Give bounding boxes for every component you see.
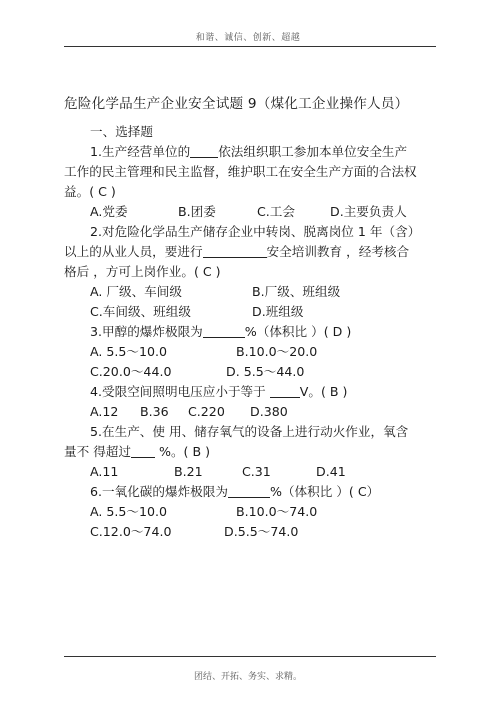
q3-option-d: D. 5.5～44.0 xyxy=(226,364,305,379)
q2-option-a: A. 厂级、车间级 xyxy=(90,284,182,299)
question-6-options-row-1 xyxy=(64,502,444,522)
q1-text-post: 依法组织职工参加本单位安全生产 xyxy=(218,144,408,159)
q4-option-d: D.380 xyxy=(250,404,288,419)
q2-text-post: 安全培训教育 ，经考核合 xyxy=(266,244,410,259)
q5-option-b: B.21 xyxy=(174,464,203,479)
q3-option-c: C.20.0～44.0 xyxy=(90,364,172,379)
q2-option-c: C.车间级、班组级 xyxy=(90,304,191,319)
q1-blank xyxy=(190,143,218,158)
question-2-line-3: 格后 ，方可上岗作业。( C ) xyxy=(64,264,221,279)
q1-option-b: B.团委 xyxy=(178,204,216,219)
q5-blank xyxy=(131,443,155,458)
q2-option-b: B.厂级、班组级 xyxy=(252,284,341,299)
section-heading: 一、选择题 xyxy=(90,124,153,139)
question-1-options xyxy=(64,202,444,222)
q2-option-d: D.班组级 xyxy=(252,304,304,319)
question-2-line-2 xyxy=(64,242,444,262)
q2-text-pre: 以上的从业人员，要进行 xyxy=(64,244,203,259)
question-5-line-2 xyxy=(64,442,444,462)
q6-option-c: C.12.0～74.0 xyxy=(90,524,172,539)
q4-option-a: A.12 xyxy=(90,404,119,419)
q1-text-pre: 1.生产经营单位的 xyxy=(90,144,191,159)
footer-rule xyxy=(64,656,436,657)
question-2-line-1: 2.对危险化学品生产储存企业中转岗、脱离岗位 1 年（含） xyxy=(90,224,421,239)
q1-option-a: A.党委 xyxy=(90,204,128,219)
q6-option-d: D.5.5～74.0 xyxy=(224,524,299,539)
q6-option-a: A. 5.5～10.0 xyxy=(90,504,168,519)
question-1-line-2: 工作的民主管理和民主监督，维护职工在安全生产方面的合法权 xyxy=(64,164,417,179)
document-title: 危险化学品生产企业安全试题 9（煤化工企业操作人员） xyxy=(64,96,409,112)
q5-option-c: C.31 xyxy=(242,464,271,479)
question-6 xyxy=(64,482,444,502)
q4-text-pre: 4.受限空间照明电压应小于等于 xyxy=(90,384,270,399)
q3-text-pre: 3.甲醇的爆炸极限为 xyxy=(90,324,203,339)
header-motto: 和谐、诚信、创新、超越 xyxy=(195,33,301,43)
q4-option-c: C.220 xyxy=(188,404,225,419)
q6-text-pre: 6.一氧化碳的爆炸极限为 xyxy=(90,484,228,499)
q4-blank xyxy=(270,383,300,398)
header-rule xyxy=(64,46,436,47)
q4-text-post: V。( B ) xyxy=(299,384,348,399)
question-3-options-row-1 xyxy=(64,342,444,362)
q3-blank xyxy=(203,323,245,338)
q6-blank xyxy=(228,483,270,498)
q5-text-post: %。( B ) xyxy=(154,444,211,459)
question-5-line-1: 5.在生产、使 用、储存氧气的设备上进行动火作业，氧含 xyxy=(90,424,409,439)
q5-text-pre: 量不 得超过 xyxy=(64,444,131,459)
question-1-line-3: 益。( C ) xyxy=(64,184,116,199)
question-2-options-row-1 xyxy=(64,282,444,302)
question-4-options xyxy=(64,402,444,422)
question-1-line-1 xyxy=(64,142,444,162)
question-5-options xyxy=(64,462,444,482)
question-4 xyxy=(64,382,444,402)
q1-option-c: C.工会 xyxy=(257,204,295,219)
q4-option-b: B.36 xyxy=(140,404,169,419)
question-3 xyxy=(64,322,444,342)
document-body xyxy=(64,92,444,542)
q3-text-post: %（体积比 ）( D ) xyxy=(244,324,352,339)
q2-blank xyxy=(203,243,267,258)
q1-option-d: D.主要负责人 xyxy=(330,204,407,219)
footer-motto: 团结、开拓、务实、求精。 xyxy=(193,672,302,682)
question-2-options-row-2 xyxy=(64,302,444,322)
q3-option-b: B.10.0～20.0 xyxy=(236,344,318,359)
q5-option-d: D.41 xyxy=(316,464,346,479)
q6-option-b: B.10.0～74.0 xyxy=(236,504,318,519)
question-6-options-row-2 xyxy=(64,522,444,542)
q3-option-a: A. 5.5～10.0 xyxy=(90,344,168,359)
q6-text-post: %（体积比 ）( C） xyxy=(269,484,380,499)
question-3-options-row-2 xyxy=(64,362,444,382)
q5-option-a: A.11 xyxy=(90,464,119,479)
